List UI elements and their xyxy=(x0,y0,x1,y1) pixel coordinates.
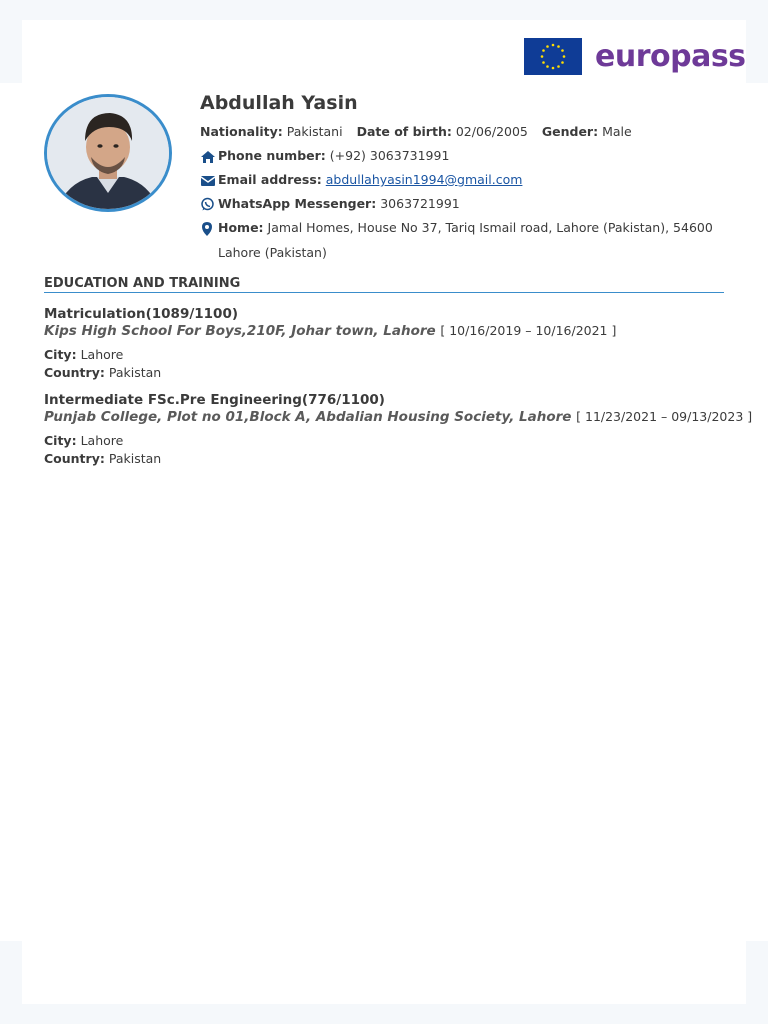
city-label: City: xyxy=(44,347,77,362)
phone-row xyxy=(200,148,449,164)
edu-entry-2-dates: [ 11/23/2021 – 09/13/2023 ] xyxy=(576,409,753,424)
dob-value: 02/06/2005 xyxy=(455,124,528,139)
europass-logo xyxy=(524,38,746,75)
map-pin-icon xyxy=(200,221,216,237)
city-label: City: xyxy=(44,433,77,448)
page-side-band-right xyxy=(746,83,768,941)
home-address-line1: Jamal Homes, House No 37, Tariq Ismail road, Lahore (Pakistan), 54600 xyxy=(267,220,713,235)
dob-label: Date of birth: xyxy=(356,124,452,139)
gender-label: Gender: xyxy=(541,124,599,139)
home-address-line2: Lahore (Pakistan) xyxy=(218,245,327,260)
edu-entry-1-country xyxy=(44,365,161,380)
gender-value: Male xyxy=(602,124,632,139)
home-label: Home: xyxy=(218,220,264,235)
eu-flag-icon xyxy=(524,38,582,75)
country-value: Pakistan xyxy=(108,451,162,466)
whatsapp-label: WhatsApp Messenger: xyxy=(218,196,377,211)
edu-entry-1-city xyxy=(44,347,123,362)
envelope-icon xyxy=(200,175,216,187)
education-section-title: EDUCATION AND TRAINING xyxy=(44,276,724,293)
europass-wordmark: europass xyxy=(595,39,746,74)
edu-entry-1-title: Matriculation(1089/1100) xyxy=(44,306,239,322)
city-value: Lahore xyxy=(80,347,124,362)
edu-entry-2-institution xyxy=(44,409,752,425)
email-label: Email address: xyxy=(218,172,322,187)
edu-entry-1-dates: [ 10/16/2019 – 10/16/2021 ] xyxy=(440,323,617,338)
edu-entry-1-institution xyxy=(44,323,616,339)
edu-entry-2-school: Punjab College, Plot no 01,Block A, Abdalian Housing Society, Lahore xyxy=(44,409,572,425)
nationality-value: Pakistani xyxy=(286,124,343,139)
cv-page xyxy=(22,20,753,1004)
country-label: Country: xyxy=(44,365,105,380)
personal-info-row xyxy=(200,124,632,139)
avatar xyxy=(47,97,169,209)
email-row xyxy=(200,172,522,187)
edu-entry-2-city xyxy=(44,433,123,448)
country-label: Country: xyxy=(44,451,105,466)
edu-entry-1-school: Kips High School For Boys,210F, Johar town, Lahore xyxy=(44,323,436,339)
home-phone-icon xyxy=(200,150,216,164)
nationality-label: Nationality: xyxy=(200,124,283,139)
whatsapp-row xyxy=(200,196,460,212)
edu-entry-2-country xyxy=(44,451,161,466)
whatsapp-value: 3063721991 xyxy=(380,196,460,211)
whatsapp-icon xyxy=(200,197,216,212)
home-address-row xyxy=(200,220,713,237)
email-link[interactable]: abdullahyasin1994@gmail.com xyxy=(325,172,523,187)
person-name: Abdullah Yasin xyxy=(200,92,358,114)
edu-entry-2-title: Intermediate FSc.Pre Engineering(776/1100) xyxy=(44,392,385,408)
phone-value: (+92) 3063731991 xyxy=(329,148,450,163)
page-side-band-left xyxy=(0,83,22,941)
city-value: Lahore xyxy=(80,433,124,448)
profile-photo xyxy=(44,94,172,212)
country-value: Pakistan xyxy=(108,365,162,380)
phone-label: Phone number: xyxy=(218,148,326,163)
